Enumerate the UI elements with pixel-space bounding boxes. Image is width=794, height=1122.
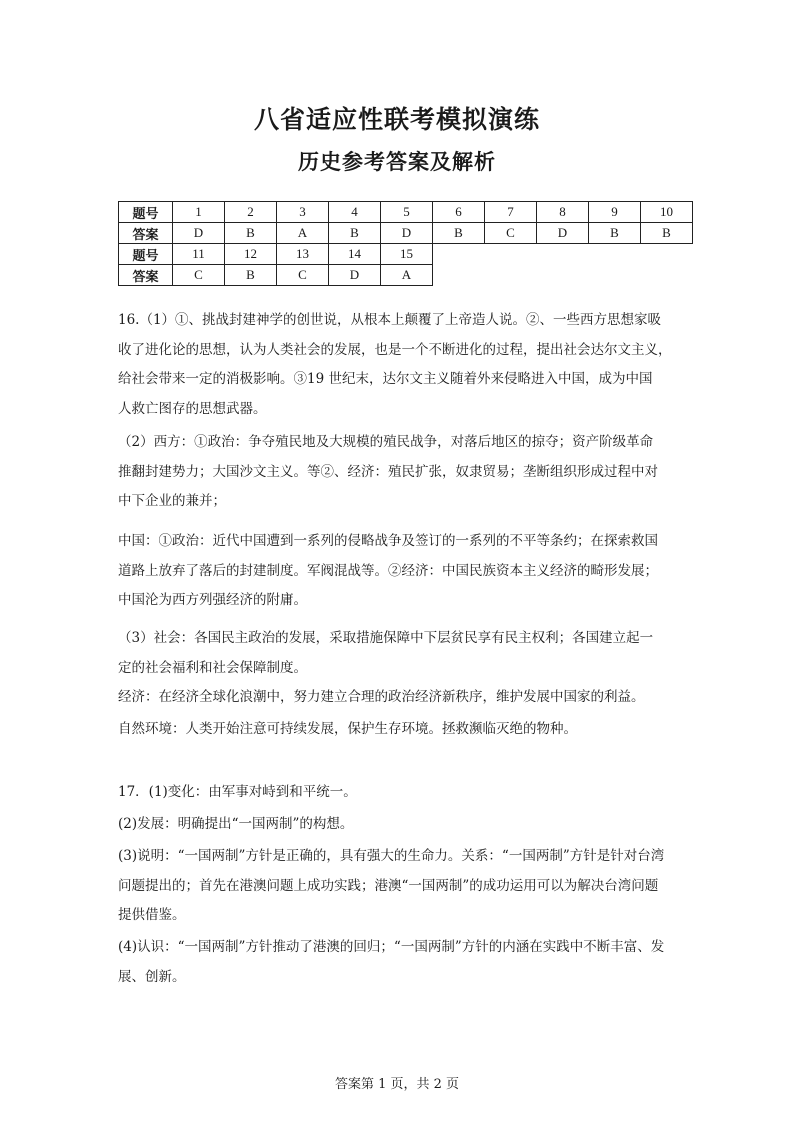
q16-part2-china [118,527,682,616]
text-line: （2）西方：①政治：争夺殖民地及大规模的殖民战争，对落后地区的掠夺；资产阶级革命 [118,434,654,450]
text-line: (3)说明：“一国两制”方针是正确的，具有强大的生命力。关系：“一国两制”方针是针对台湾 [118,848,665,864]
answer-cell: A [277,223,329,244]
q16-part1 [118,306,682,424]
q16-part3-economy [118,683,682,713]
text-line: 提供借鉴。 [118,907,186,923]
q17-part1 [118,778,682,808]
answer-cell: B [641,223,693,244]
text-line: 中国：①政治：近代中国遭到一系列的侵略战争及签订的一系列的不平等条约；在探索救国 [118,533,658,549]
answer-cell: C [173,265,225,286]
question-number: 3 [277,202,329,223]
row-header: 答案 [119,265,173,286]
question-number: 8 [537,202,589,223]
page-title: 八省适应性联考模拟演练 [253,105,540,134]
q16-part2 [118,428,682,517]
table-row [119,202,693,223]
text-line: 自然环境：人类开始注意可持续发展，保护生存环境。拯救濒临灭绝的物种。 [118,721,577,737]
answer-cell: B [225,265,277,286]
answer-cell: B [433,223,485,244]
row-header: 题号 [119,244,173,265]
blank-cell [433,244,693,265]
question-number: 6 [433,202,485,223]
text-line: 展、创新。 [118,968,186,985]
text-line: 问题提出的；首先在港澳问题上成功实践；港澳“一国两制”的成功运用可以为解决台湾问题 [118,877,659,894]
question-number: 13 [277,244,329,265]
question-number: 15 [381,244,433,265]
question-number: 2 [225,202,277,223]
text-line: 给社会带来一定的消极影响。③19 世纪末，达尔文主义随着外来侵略进入中国，成为中国 [118,371,653,387]
text-line: 定的社会福利和社会保障制度。 [118,659,307,676]
question-number: 12 [225,244,277,265]
table-row [119,265,693,286]
question-number: 14 [329,244,381,265]
page-subtitle: 历史参考答案及解析 [298,149,496,174]
text-line: 16.（1）①、挑战封建神学的创世说，从根本上颠覆了上帝造人说。②、一些西方思想家吸 [118,312,662,328]
table-row [119,223,693,244]
question-number: 11 [173,244,225,265]
text-line: 经济：在经济全球化浪潮中，努力建立合理的政治经济新秩序，维护发展中国家的利益。 [118,689,645,705]
answer-cell: D [329,265,381,286]
question-number: 5 [381,202,433,223]
q17-part3 [118,842,682,931]
page-footer: 答案第 1 页，共 2 页 [334,1077,460,1092]
text-line: (4)认识：“一国两制”方针推动了港澳的回归；“一国两制”方针的内涵在实践中不断丰富、发 [118,939,665,955]
answer-cell: A [381,265,433,286]
text-line: 推翻封建势力；大国沙文主义。等②、经济：殖民扩张，奴隶贸易；垄断组织形成过程中对 [118,463,658,480]
q16-part3-environment [118,715,682,745]
question-number: 7 [485,202,537,223]
text-line: （3）社会：各国民主政治的发展，采取措施保障中下层贫民享有民主权利；各国建立起一 [118,630,654,646]
answer-cell: C [485,223,537,244]
answer-cell: B [329,223,381,244]
question-number: 9 [589,202,641,223]
text-line: (2)发展：明确提出“一国两制”的构想。 [118,816,354,832]
text-line: 收了进化论的思想，认为人类社会的发展，也是一个不断进化的过程，提出社会达尔文主义， [118,341,672,358]
answer-cell: D [537,223,589,244]
answer-cell: D [381,223,433,244]
text-line: 中国沦为西方列强经济的附庸。 [118,592,307,608]
q16-part3 [118,624,682,683]
table-row [119,244,693,265]
blank-cell [433,265,693,286]
q17-part4 [118,933,682,992]
q17-part2 [118,810,682,840]
text-line: 人救亡图存的思想武器。 [118,400,267,417]
row-header: 答案 [119,223,173,244]
answer-cell: B [225,223,277,244]
text-line: 道路上放弃了落后的封建制度。军阀混战等。②经济：中国民族资本主义经济的畸形发展； [118,562,658,579]
answer-cell: D [173,223,225,244]
question-number: 4 [329,202,381,223]
answer-cell: C [277,265,329,286]
question-number: 10 [641,202,693,223]
text-line: 中下企业的兼并； [118,493,226,509]
answer-table [118,201,693,286]
text-line: 17．(1)变化：由军事对峙到和平统一。 [118,784,357,800]
question-number: 1 [173,202,225,223]
row-header: 题号 [119,202,173,223]
answer-cell: B [589,223,641,244]
